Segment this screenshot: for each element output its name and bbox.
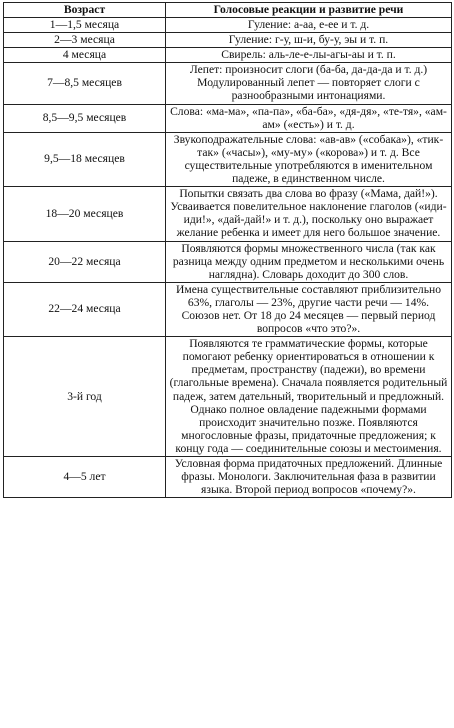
speech-cell: Появляются те грамматические формы, которые помогают ребенку ориентироваться в отношении к предметам, пространству (падежи), во времени (глагольные времена). Сначала появляется родительный падеж, затем дательный, творительный и предложный. Однако полное овладение падежными формами происходит значительно позже. Появляются многословные фразы, придаточные предложения; к концу года — соединительные союзы и местоимения.	[166, 337, 452, 457]
speech-development-table	[3, 2, 452, 498]
age-cell: 1—1,5 месяца	[4, 18, 166, 33]
speech-cell: Имена существительные составляют приблизительно 63%, глаголы — 23%, другие части речи — 14%. Союзов нет. От 18 до 24 месяцев — первый период вопросов «что это?».	[166, 282, 452, 336]
table-row	[4, 104, 452, 132]
age-cell: 9,5—18 месяцев	[4, 132, 166, 186]
table-row	[4, 33, 452, 48]
age-cell: 4 месяца	[4, 48, 166, 63]
table-row	[4, 337, 452, 457]
table-row	[4, 48, 452, 63]
table-row	[4, 63, 452, 104]
header-age: Возраст	[4, 3, 166, 18]
speech-cell: Гуление: а-аа, е-ее и т. д.	[166, 18, 452, 33]
speech-cell: Появляются формы множественного числа (так как разница между одним предметом и несколькими очень наглядна). Словарь доходит до 300 слов.	[166, 241, 452, 282]
age-cell: 20—22 месяца	[4, 241, 166, 282]
age-cell: 3-й год	[4, 337, 166, 457]
age-cell: 18—20 месяцев	[4, 187, 166, 241]
table-row	[4, 457, 452, 498]
table-row	[4, 132, 452, 186]
table-row	[4, 241, 452, 282]
table-header-row	[4, 3, 452, 18]
speech-cell: Свирель: аль-ле-е-лы-агы-аы и т. п.	[166, 48, 452, 63]
speech-cell: Лепет: произносит слоги (ба-ба, да-да-да и т. д.) Модулированный лепет — повторяет слоги с разнообразными интонациями.	[166, 63, 452, 104]
age-cell: 4—5 лет	[4, 457, 166, 498]
age-cell: 7—8,5 месяцев	[4, 63, 166, 104]
table-row	[4, 18, 452, 33]
table-row	[4, 282, 452, 336]
speech-cell: Гуление: г-у, ш-и, бу-у, эы и т. п.	[166, 33, 452, 48]
speech-cell: Условная форма придаточных предложений. Длинные фразы. Монологи. Заключительная фаза в развитии языка. Второй период вопросов «почему?».	[166, 457, 452, 498]
header-speech: Голосовые реакции и развитие речи	[166, 3, 452, 18]
table-row	[4, 187, 452, 241]
age-cell: 22—24 месяца	[4, 282, 166, 336]
age-cell: 8,5—9,5 месяцев	[4, 104, 166, 132]
age-cell: 2—3 месяца	[4, 33, 166, 48]
speech-cell: Звукоподражательные слова: «ав-ав» («собака»), «тик-так» («часы»), «му-му» («корова») и т. д. Все существительные употребляются в именительном падеже, в единственном числе.	[166, 132, 452, 186]
speech-cell: Слова: «ма-ма», «па-па», «ба-ба», «дя-дя», «те-тя», «ам-ам» («есть») и т. д.	[166, 104, 452, 132]
speech-cell: Попытки связать два слова во фразу («Мама, дай!»). Усваивается повелительное наклонение глаголов («иди-иди!», «дай-дай!» и т. д.), поскольку оно выражает желание ребенка и имеет для него большое значение.	[166, 187, 452, 241]
